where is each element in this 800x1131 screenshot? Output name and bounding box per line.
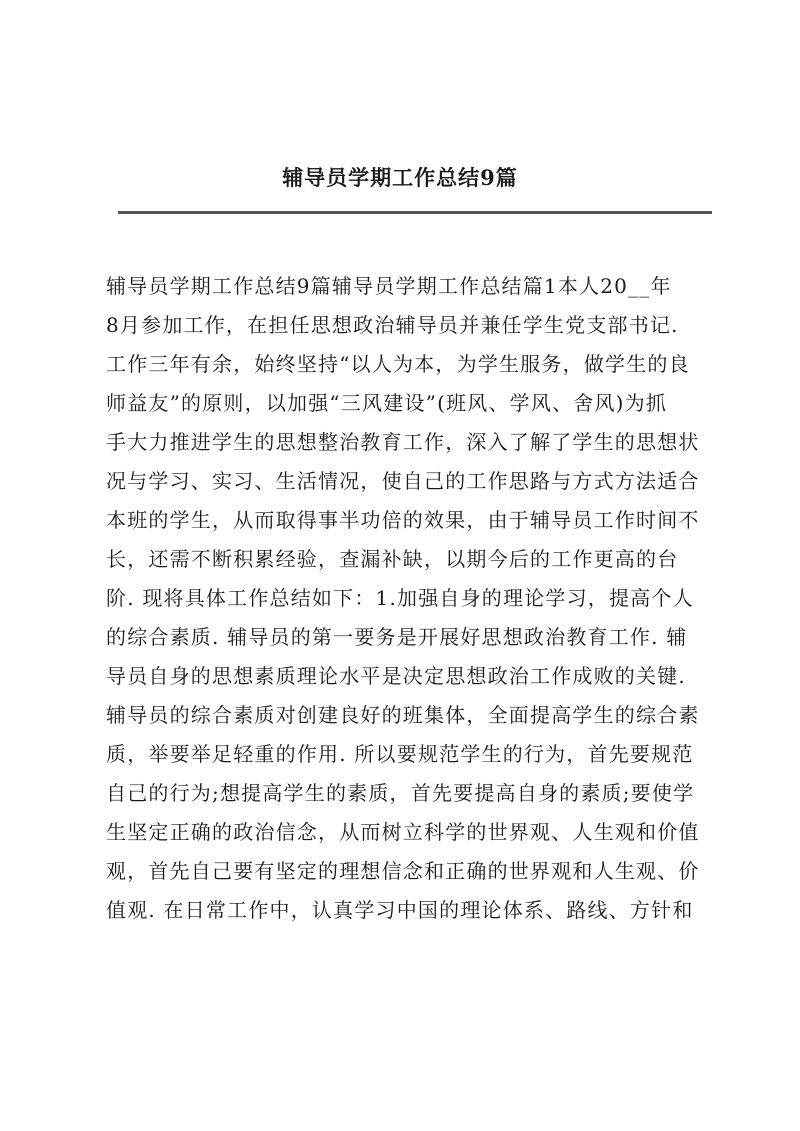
body-line: 观，首先自己要有坚定的理想信念和正确的世界观和人生观、价 [106,859,700,883]
body-line: 工作三年有余，始终坚持“以人为本，为学生服务，做学生的良 [106,352,690,376]
body-line: 本班的学生，从而取得事半功倍的效果，由于辅导员工作时间不 [106,508,700,532]
body-line: 8月参加工作，在担任思想政治辅导员并兼任学生党支部书记. [106,313,679,337]
body-line: 长，还需不断积累经验，查漏补缺，以期今后的工作更高的台 [106,547,679,571]
body-line: 况与学习、实习、生活情况，使自己的工作思路与方式方法适合 [106,469,700,493]
body-line: 手大力推进学生的思想整治教育工作，深入了解了学生的思想状 [106,430,700,454]
body-line: 值观. 在日常工作中，认真学习中国的理论体系、路线、方针和 [106,898,694,922]
body-line: 辅导员的综合素质对创建良好的班集体，全面提高学生的综合素 [106,703,700,727]
body-line: 自己的行为;想提高学生的素质，首先要提高自身的素质;要使学 [106,781,695,805]
document-title: 辅导员学期工作总结9篇 [282,165,518,190]
title-divider [118,211,712,214]
body-line: 生坚定正确的政治信念，从而树立科学的世界观、人生观和价值 [106,820,700,844]
body-line: 阶. 现将具体工作总结如下：1.加强自身的理论学习，提高个人 [106,586,694,610]
body-line: 的综合素质. 辅导员的第一要务是开展好思想政治教育工作. 辅 [106,625,688,649]
body-line: 导员自身的思想素质理论水平是决定思想政治工作成败的关键. [106,664,686,688]
body-line: 质，举要举足轻重的作用. 所以要规范学生的行为，首先要规范 [106,742,694,766]
body-line: 辅导员学期工作总结9篇辅导员学期工作总结篇1本人20__年 [106,274,672,298]
body-line: 师益友”的原则，以加强“三风建设”(班风、学风、舍风)为抓 [106,391,668,415]
